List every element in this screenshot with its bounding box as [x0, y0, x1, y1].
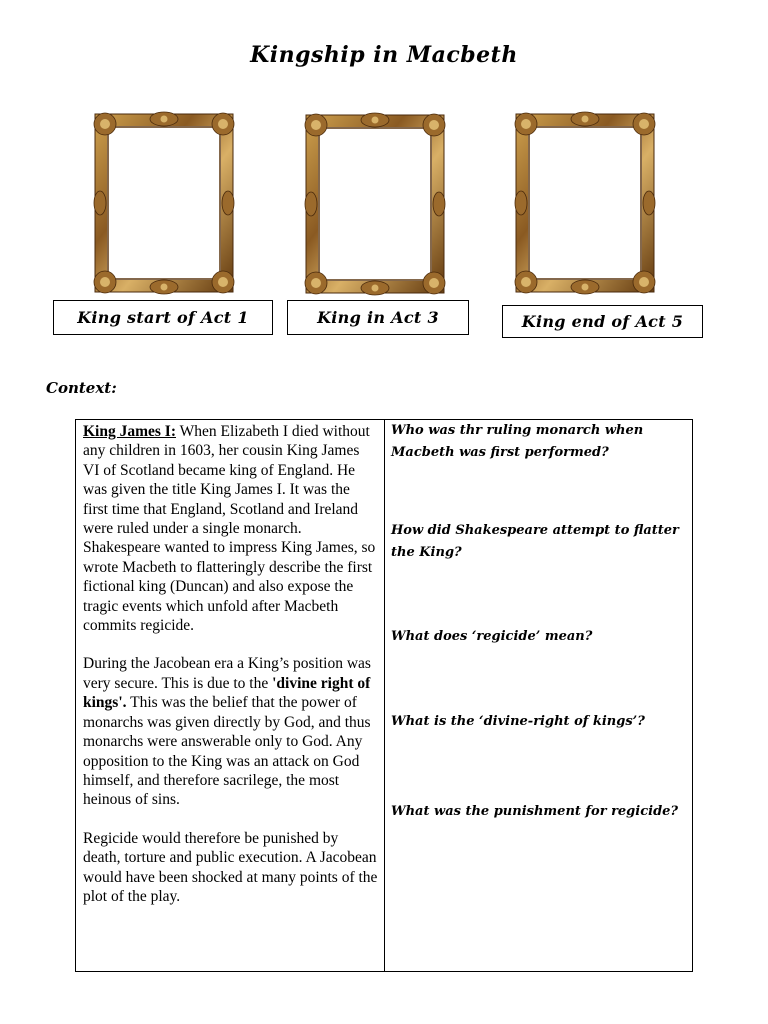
divine-right-term: 'divine right of kings'.	[83, 674, 371, 712]
questions-column	[385, 420, 692, 971]
divine-right-text-before: During the Jacobean era a King’s position was very secure. This is due to the	[83, 655, 371, 692]
portrait-frame-act-5	[514, 110, 656, 296]
paragraph-king-james	[83, 422, 378, 635]
portrait-frame-act-3	[304, 111, 446, 297]
page-title: Kingship in Macbeth	[250, 42, 518, 68]
context-text-column	[76, 420, 385, 971]
portrait-frame-act-1	[93, 110, 235, 296]
question-ruling-monarch: Who was thr ruling monarch when Macbeth was first performed?	[391, 423, 644, 460]
paragraph-regicide: Regicide would therefore be punished by death, torture and public execution. A Jacobean would have been shocked at many points of the plot of the play.	[83, 829, 378, 905]
question-regicide-punishment: What was the punishment for regicide?	[391, 804, 679, 819]
paragraph-divine-right	[83, 654, 378, 809]
divine-right-text-after: This was the belief that the power of monarchs was given directly by God, and thus monarchs were answerable only to God. Any opposition to the King was an attack on God himself, and therefore sacrilege, the most heinous of sins.	[83, 694, 371, 809]
context-heading: Context:	[46, 379, 117, 397]
frame-label-act-3: King in Act 3	[287, 300, 469, 335]
context-table	[75, 419, 693, 972]
question-divine-right: What is the ‘divine-right of kings’?	[391, 714, 645, 729]
question-flatter-king: How did Shakespeare attempt to flatter the King?	[391, 523, 679, 560]
frame-label-act-1: King start of Act 1	[53, 300, 273, 335]
king-james-text: When Elizabeth I died without any children in 1603, her cousin King James VI of Scotland became king of England. He was given the title King James I. It was the first time that England, Scotland and Ireland were ruled under a single monarch. Shakespeare wanted to impress King James, so wrote Macbeth to flatteringly describe the first fictional king (Duncan) and also expose the tragic events which unfold after Macbeth commits regicide.	[83, 423, 376, 635]
question-regicide-meaning: What does ‘regicide’ mean?	[391, 629, 593, 644]
frame-label-act-5: King end of Act 5	[502, 305, 703, 338]
king-james-heading: King James I:	[83, 423, 176, 440]
